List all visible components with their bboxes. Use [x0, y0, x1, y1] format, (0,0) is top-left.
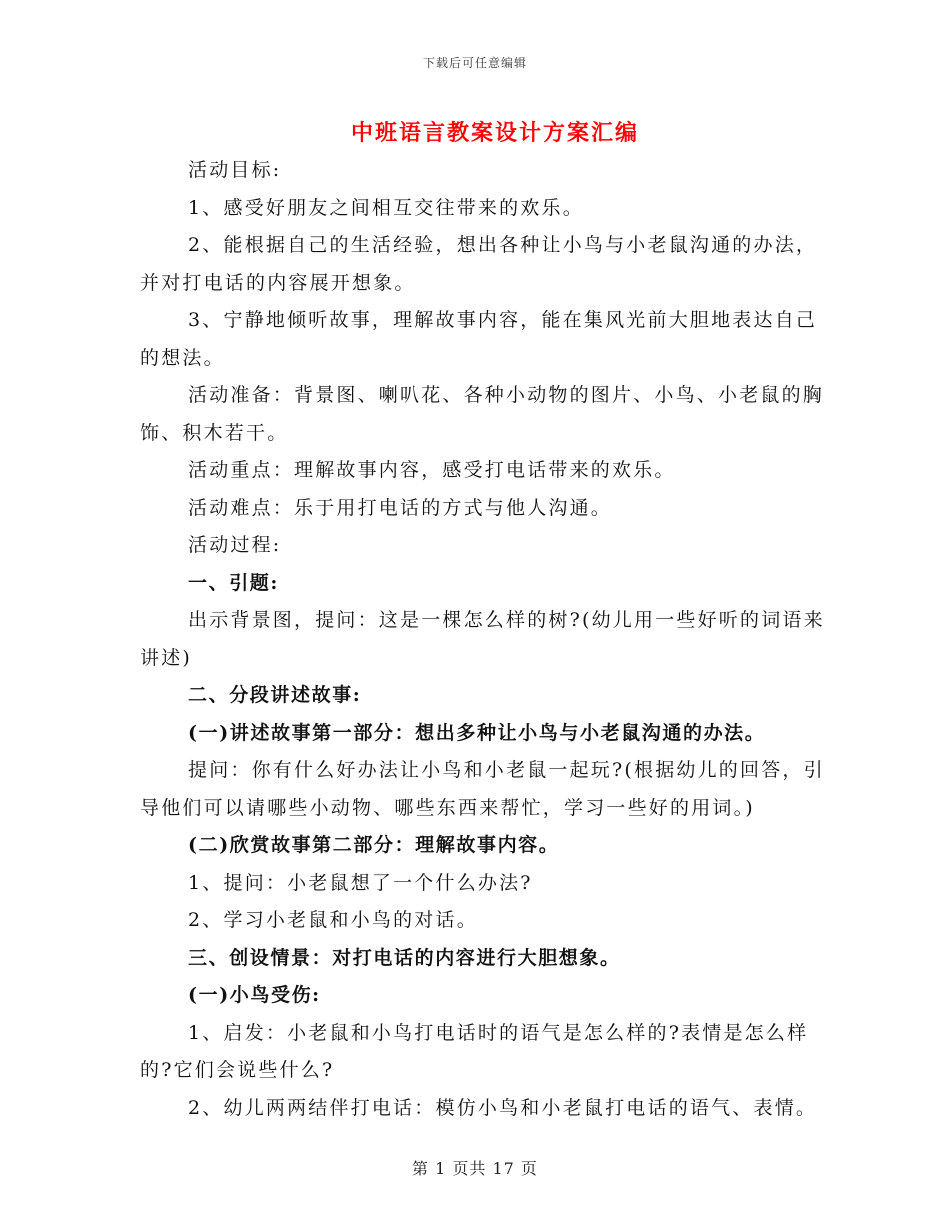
subsection-heading-part-1: (一)讲述故事第一部分：想出多种让小鸟与小老鼠沟通的办法。	[188, 721, 766, 744]
document-body	[140, 152, 830, 1127]
paragraph-part-1-question: 提问：你有什么好办法让小鸟和小老鼠一起玩?(根据幼儿的回答，引导他们可以请哪些小动物、哪些东西来帮忙，学习一些好的用词。)	[140, 759, 825, 819]
page-number: 第 1 页共 17 页	[412, 1159, 538, 1178]
subsection-heading-part-2: (二)欣赏故事第二部分：理解故事内容。	[188, 834, 560, 856]
paragraph-activity-difficulty: 活动难点：乐于用打电话的方式与他人沟通。	[188, 496, 613, 519]
paragraph-goal-3: 3、宁静地倾听故事，理解故事内容，能在集风光前大胆地表达自己的想法。	[140, 309, 818, 369]
section-heading-story-segments: 二、分段讲述故事:	[188, 684, 362, 706]
header-note: 下载后可任意编辑	[422, 56, 527, 70]
paragraph-activity-process-heading: 活动过程:	[188, 534, 282, 556]
paragraph-activity-preparation: 活动准备：背景图、喇叭花、各种小动物的图片、小鸟、小老鼠的胸饰、积木若干。	[140, 384, 825, 444]
paragraph-goal-1: 1、感受好朋友之间相互交往带来的欢乐。	[188, 196, 584, 219]
paragraph-activity-goals-heading: 活动目标:	[188, 159, 282, 181]
paragraph-part-2-item-2: 2、学习小老鼠和小鸟的对话。	[188, 909, 478, 931]
section-heading-introduction: 一、引题:	[188, 571, 280, 594]
paragraph-goal-2: 2、能根据自己的生活经验，想出各种让小鸟与小老鼠沟通的办法，并对打电话的内容展开想象。	[140, 234, 818, 294]
subsection-heading-bird-injured: (一)小鸟受伤:	[188, 984, 321, 1006]
document-title: 中班语言教案设计方案汇编	[350, 120, 639, 146]
paragraph-activity-focus: 活动重点：理解故事内容，感受打电话带来的欢乐。	[188, 459, 676, 481]
paragraph-part-2-item-1: 1、提问：小老鼠想了一个什么办法?	[188, 871, 533, 894]
paragraph-introduction: 出示背景图，提问：这是一棵怎么样的树?(幼儿用一些好听的词语来讲述)	[140, 609, 825, 669]
paragraph-scenario-item-2: 2、幼儿两两结伴打电话：模仿小鸟和小老鼠打电话的语气、表情。	[188, 1096, 818, 1119]
section-heading-scenario: 三、创设情景：对打电话的内容进行大胆想象。	[188, 946, 621, 969]
paragraph-scenario-item-1: 1、启发：小老鼠和小鸟打电话时的语气是怎么样的?表情是怎么样的?它们会说些什么?	[140, 1021, 809, 1081]
